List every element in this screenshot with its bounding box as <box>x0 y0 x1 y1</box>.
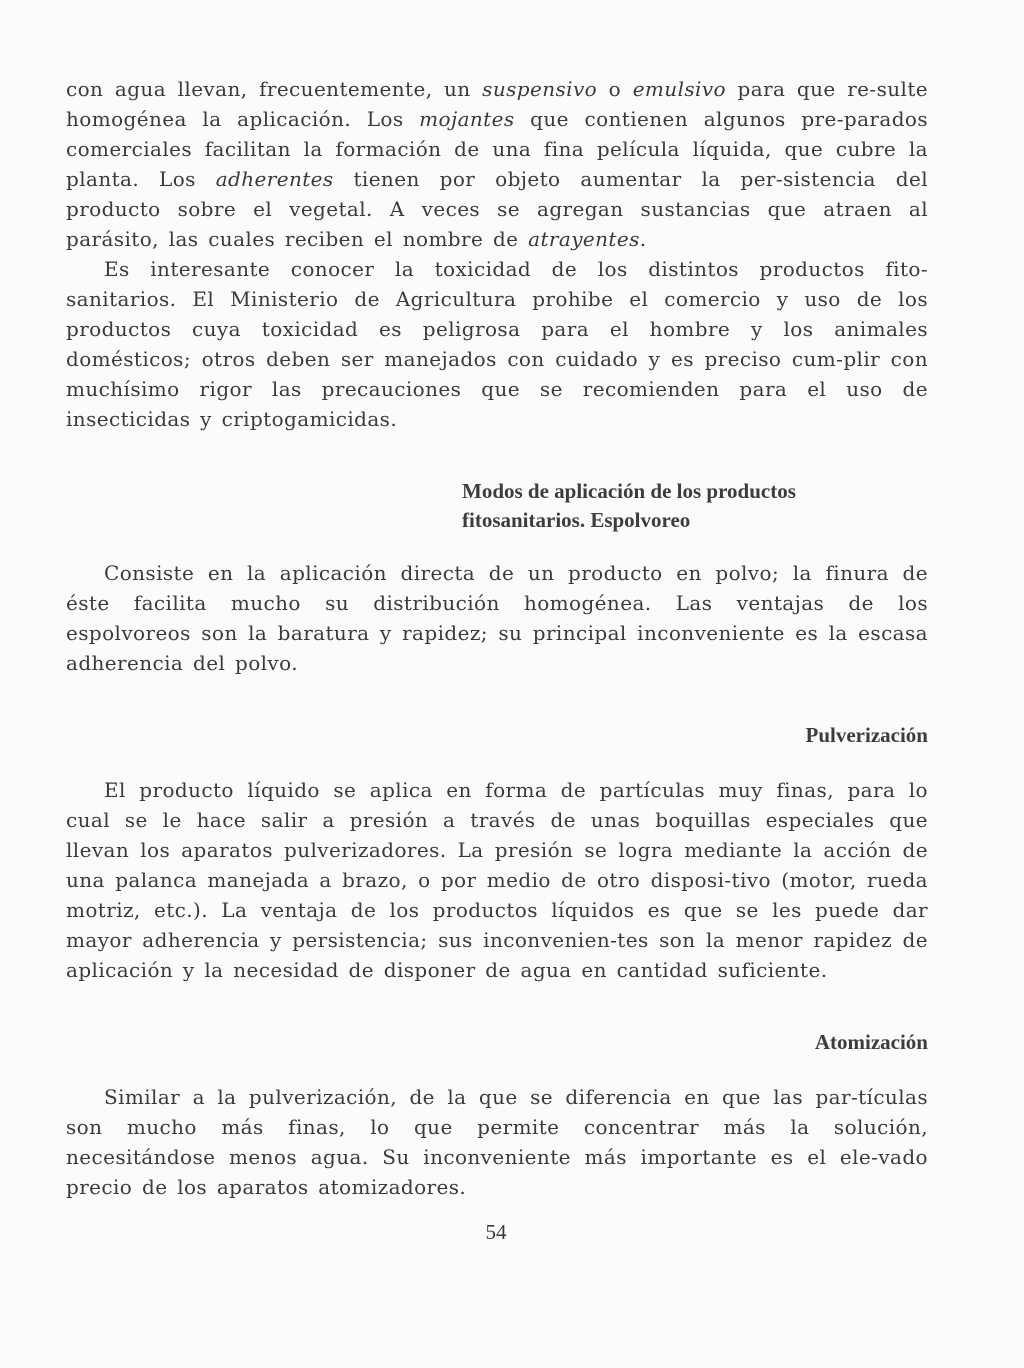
paragraph-toxicity: Es interesante conocer la toxicidad de los distintos productos fito-sanitarios. El Ministerio de Agricultura prohibe el comercio y uso de los productos cuya toxicidad es peligrosa para el hombre y los animales domésticos; otros deben ser manejados con cuidado y es preciso cum-plir con muchísimo rigor las precauciones que se recomienden para el uso de insecticidas y criptogamicidas. <box>66 257 928 431</box>
italic-term-mojantes: mojantes <box>419 107 515 131</box>
text-run: que contienen algunos pre-parados comerciales facilitan la formación de una fina película líquida, que cubre la planta. Los <box>66 107 928 191</box>
section-heading-pulverizacion: Pulverización <box>805 723 928 747</box>
paragraph-pulverizacion: El producto líquido se aplica en forma de partículas muy finas, para lo cual se le hace salir a presión a través de unas boquillas especiales que llevan los aparatos pulverizadores. La presión se logra mediante la acción de una palanca manejada a brazo, o por medio de otro disposi-tivo (motor, rueda motriz, etc.). La ventaja de los productos líquidos es que se les puede dar mayor adherencia y persistencia; sus inconvenien-tes son la menor rapidez de aplicación y la necesidad de disponer de agua en cantidad suficiente. <box>66 778 928 982</box>
text-run: tienen por objeto aumentar la per-sistencia del producto sobre el vegetal. A veces se agregan sustancias que atraen al parásito, las cuales reciben el nombre de <box>66 167 928 251</box>
paragraph-atomizacion: Similar a la pulverización, de la que se diferencia en que las par-tículas son mucho más finas, lo que permite concentrar más la solución, necesitándose menos agua. Su inconveniente más importante es el ele-vado precio de los aparatos atomizadores. <box>66 1085 928 1199</box>
italic-term-adherentes: adherentes <box>215 167 334 191</box>
section-heading-atomizacion: Atomización <box>814 1030 928 1054</box>
heading-line: Modos de aplicación de los productos <box>462 479 796 503</box>
heading-line: fitosanitarios. Espolvoreo <box>462 508 691 532</box>
text-run: o <box>597 77 633 101</box>
paragraph-continuation <box>66 74 928 254</box>
text-run: con agua llevan, frecuentemente, un <box>66 77 483 101</box>
italic-term-suspensivo: suspensivo <box>482 77 598 101</box>
text-column <box>66 74 928 1202</box>
page-number: 54 <box>485 1220 507 1244</box>
text-run: . <box>639 227 647 251</box>
italic-term-emulsivo: emulsivo <box>632 77 726 101</box>
text-run: para que re-sulte homogénea la aplicación. Los <box>66 77 928 131</box>
italic-term-atrayentes: atrayentes <box>528 227 640 251</box>
paragraph-espolvoreo: Consiste en la aplicación directa de un producto en polvo; la finura de éste facilita mucho su distribución homogénea. Las ventajas de los espolvoreos son la baratura y rapidez; su principal inconveniente es la escasa adherencia del polvo. <box>66 561 928 675</box>
section-heading-espolvoreo <box>462 477 928 535</box>
